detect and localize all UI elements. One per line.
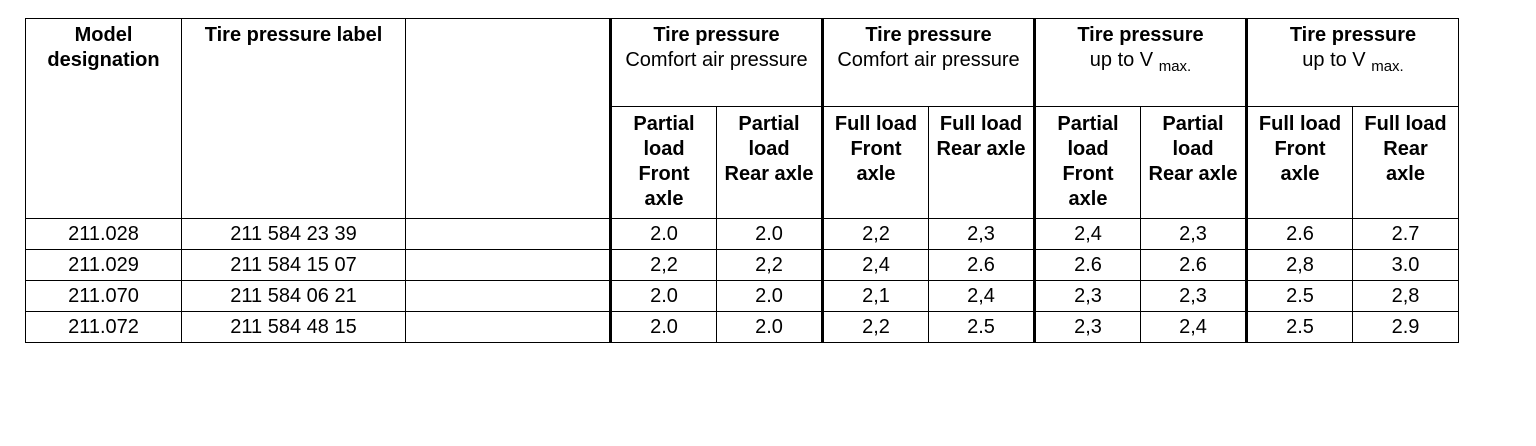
cell-value: 2,3 <box>929 219 1035 250</box>
table-row <box>26 250 1459 281</box>
group-title: Tire pressure <box>653 24 780 46</box>
cell-value: 2,4 <box>929 281 1035 312</box>
cell-label: 211 584 23 39 <box>182 219 406 250</box>
cell-value: 2,3 <box>1141 281 1247 312</box>
table-row <box>26 312 1459 343</box>
cell-model: 211.028 <box>26 219 182 250</box>
cell-label: 211 584 06 21 <box>182 281 406 312</box>
cell-label: 211 584 15 07 <box>182 250 406 281</box>
cell-label: 211 584 48 15 <box>182 312 406 343</box>
group-subtitle: up to V $_{max.}$ <box>1302 49 1404 75</box>
header-group-vmax-partial <box>1035 19 1247 107</box>
cell-value: 2,3 <box>1141 219 1247 250</box>
cell-value: 2.6 <box>929 250 1035 281</box>
cell-value: 2.0 <box>611 312 717 343</box>
cell-value: 2.0 <box>611 281 717 312</box>
header-group-comfort-partial <box>611 19 823 107</box>
cell-value: 2,4 <box>823 250 929 281</box>
cell-value: 3.0 <box>1353 250 1459 281</box>
subheader-comfort-full-front: Full load Front axle <box>823 107 929 219</box>
subheader-comfort-full-rear: Full load Rear axle <box>929 107 1035 219</box>
cell-value: 2.5 <box>929 312 1035 343</box>
cell-value: 2,3 <box>1035 281 1141 312</box>
cell-value: 2.6 <box>1247 219 1353 250</box>
cell-value: 2,3 <box>1035 312 1141 343</box>
cell-value: 2.0 <box>717 219 823 250</box>
cell-value: 2.5 <box>1247 281 1353 312</box>
cell-value: 2,2 <box>823 312 929 343</box>
header-model-line1: Model <box>74 24 133 46</box>
group-title: Tire pressure <box>865 24 992 46</box>
cell-value: 2,4 <box>1141 312 1247 343</box>
cell-value: 2.6 <box>1035 250 1141 281</box>
cell-value: 2,4 <box>1035 219 1141 250</box>
header-row-groups <box>26 19 1459 107</box>
cell-value: 2.7 <box>1353 219 1459 250</box>
cell-value: 2.0 <box>717 312 823 343</box>
header-label-text: Tire pressure label <box>204 24 383 46</box>
table-row <box>26 219 1459 250</box>
group-title: Tire pressure <box>1077 24 1204 46</box>
subheader-comfort-partial-rear: Partial load Rear axle <box>717 107 823 219</box>
cell-value: 2,8 <box>1353 281 1459 312</box>
header-model-line2: designation <box>47 49 160 71</box>
group-subtitle: up to V $_{max.}$ <box>1089 49 1192 75</box>
group-subtitle: Comfort air pressure <box>837 49 1020 71</box>
cell-model: 211.029 <box>26 250 182 281</box>
cell-value: 2,1 <box>823 281 929 312</box>
cell-value: 2,2 <box>717 250 823 281</box>
tire-pressure-document <box>25 18 1459 343</box>
cell-blank <box>406 250 611 281</box>
subheader-vmax-full-front: Full load Front axle <box>1247 107 1353 219</box>
header-group-comfort-full <box>823 19 1035 107</box>
cell-value: 2.0 <box>611 219 717 250</box>
cell-model: 211.072 <box>26 312 182 343</box>
header-group-vmax-full <box>1247 19 1459 107</box>
cell-blank <box>406 312 611 343</box>
header-tire-pressure-label <box>182 19 406 219</box>
cell-value: 2,8 <box>1247 250 1353 281</box>
header-blank <box>406 19 611 219</box>
tire-pressure-table <box>25 18 1459 343</box>
cell-value: 2,2 <box>823 219 929 250</box>
table-row <box>26 281 1459 312</box>
subheader-vmax-partial-rear: Partial load Rear axle <box>1141 107 1247 219</box>
cell-blank <box>406 219 611 250</box>
cell-value: 2.0 <box>717 281 823 312</box>
group-subtitle: Comfort air pressure <box>625 49 808 71</box>
subheader-vmax-partial-front: Partial load Front axle <box>1035 107 1141 219</box>
cell-model: 211.070 <box>26 281 182 312</box>
subheader-vmax-full-rear: Full load Rear axle <box>1353 107 1459 219</box>
cell-value: 2.6 <box>1141 250 1247 281</box>
cell-value: 2.9 <box>1353 312 1459 343</box>
cell-value: 2,2 <box>611 250 717 281</box>
subheader-comfort-partial-front: Partial load Front axle <box>611 107 717 219</box>
cell-blank <box>406 281 611 312</box>
cell-value: 2.5 <box>1247 312 1353 343</box>
header-model-designation <box>26 19 182 219</box>
group-title: Tire pressure <box>1289 24 1417 46</box>
